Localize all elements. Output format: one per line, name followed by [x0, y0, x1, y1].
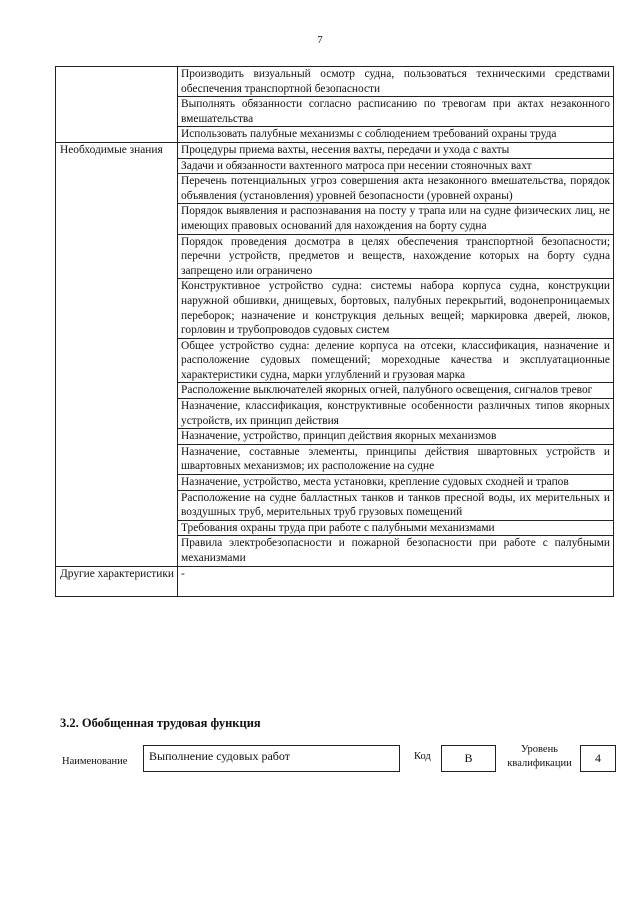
- knowledge-item: Порядок проведения досмотра в целях обеспечения транспортной безопасности; перечни устройств, предметов и веществ, нахождение которых на борту судна запрещено или ограничено: [178, 234, 614, 279]
- knowledge-item: Назначение, классификация, конструктивные особенности различных типов якорных устройств, их принцип действия: [178, 399, 614, 429]
- knowledge-item: Процедуры приема вахты, несения вахты, передачи и ухода с вахты: [178, 142, 614, 158]
- page-number: 7: [317, 34, 323, 46]
- knowledge-item: Расположение выключателей якорных огней, палубного освещения, сигналов тревог: [178, 383, 614, 399]
- name-label: Наименование: [62, 756, 128, 767]
- knowledge-item: Назначение, устройство, принцип действия якорных механизмов: [178, 429, 614, 445]
- knowledge-item: Назначение, устройство, места установки, крепление судовых сходней и трапов: [178, 475, 614, 491]
- knowledge-label: Необходимые знания: [56, 142, 178, 566]
- knowledge-item: Порядок выявления и распознавания на посту у трапа или на судне физических лиц, не имеющих правовых оснований для нахождения на борту судна: [178, 204, 614, 234]
- knowledge-item: Требования охраны труда при работе с палубными механизмами: [178, 520, 614, 536]
- qualification-level-box: 4: [580, 745, 616, 772]
- table-row: [56, 67, 614, 97]
- competency-table: [55, 66, 614, 597]
- code-value-box: B: [441, 745, 496, 772]
- qualification-level-label: Уровень квалификации: [507, 744, 572, 769]
- skill-item: Использовать палубные механизмы с соблюдением требований охраны труда: [178, 127, 614, 143]
- section-title: 3.2. Обобщенная трудовая функция: [60, 716, 261, 730]
- skills-label-cell: [56, 67, 178, 143]
- generalized-function-row: [62, 744, 622, 774]
- other-characteristics-label: Другие характеристики: [56, 566, 178, 596]
- name-value-box: Выполнение судовых работ: [143, 745, 400, 772]
- knowledge-item: Общее устройство судна: деление корпуса на отсеки, классификация, назначение и расположение судовых помещений; мореходные качества и эксплуатационные характеристики судна, марки углублений и грузовая марка: [178, 338, 614, 383]
- other-characteristics-value: -: [178, 566, 614, 596]
- code-label: Код: [414, 751, 431, 762]
- knowledge-item: Расположение на судне балластных танков и танков пресной воды, их мерительных и воздушных труб, мерительных труб грузовых помещений: [178, 490, 614, 520]
- knowledge-item: Назначение, составные элементы, принципы действия швартовных устройств и швартовных механизмов; их расположение на судне: [178, 444, 614, 474]
- knowledge-item: Перечень потенциальных угроз совершения акта незаконного вмешательства, порядок объявления (установления) уровней безопасности (уровней охраны): [178, 174, 614, 204]
- knowledge-item: Правила электробезопасности и пожарной безопасности при работе с палубными механизмами: [178, 536, 614, 566]
- skill-item: Выполнять обязанности согласно расписанию по тревогам при актах незаконного вмешательства: [178, 97, 614, 127]
- skill-item: Производить визуальный осмотр судна, пользоваться техническими средствами обеспечения транспортной безопасности: [178, 67, 614, 97]
- knowledge-item: Конструктивное устройство судна: системы набора корпуса судна, конструкции наружной обшивки, днищевых, бортовых, палубных перекрытий, водонепроницаемых переборок; назначение и конструкция дельных вещей; маркировка дверей, люков, горловин и трубопроводов судовых систем: [178, 279, 614, 338]
- table-row: [56, 142, 614, 158]
- table-row: [56, 566, 614, 596]
- knowledge-item: Задачи и обязанности вахтенного матроса при несении стояночных вахт: [178, 158, 614, 174]
